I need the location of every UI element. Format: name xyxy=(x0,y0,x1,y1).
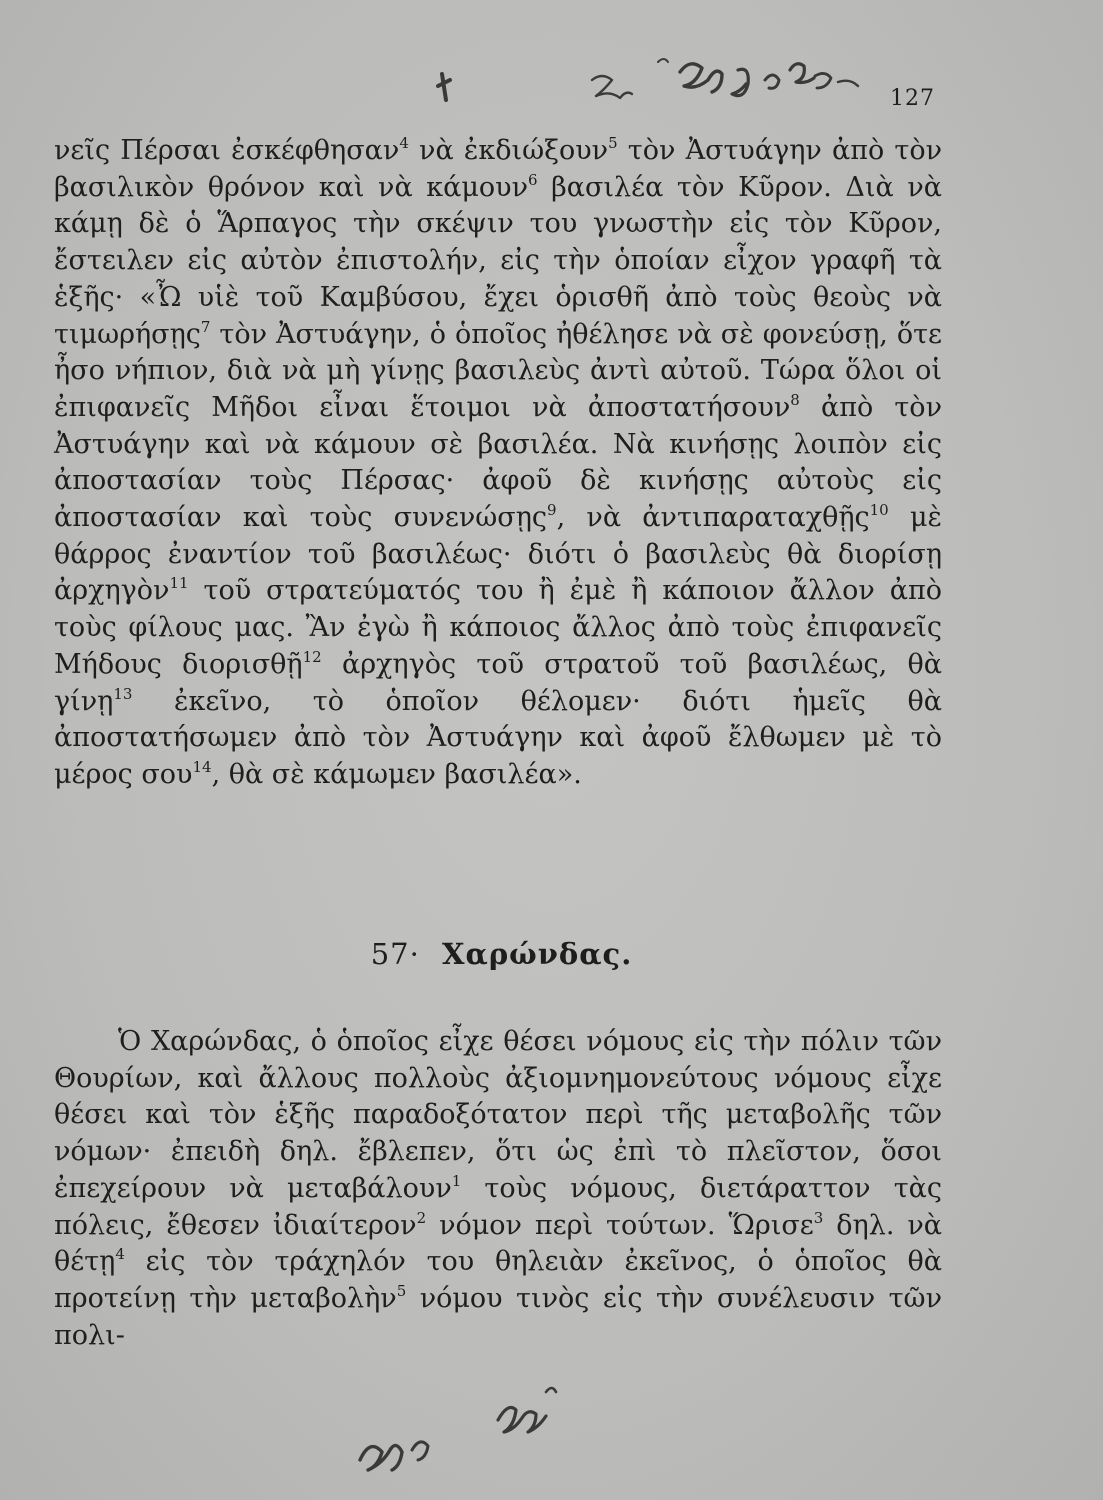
text-run: νεῖς Πέρσαι ἐσκέφθησαν xyxy=(54,135,400,166)
text-run: τοὺς νόμους, διετάραττον τὰς πόλεις, ἔθεσεν ἰδιαίτερον xyxy=(54,1172,942,1241)
text-run: δηλ. νὰ θέτῃ xyxy=(54,1209,942,1278)
footnote-marker: 5 xyxy=(608,134,618,152)
footnote-marker: 13 xyxy=(113,684,133,703)
text-run: , θὰ σὲ κάμωμεν βασιλέα». xyxy=(211,758,582,790)
text-run: νόμον περὶ τούτων. Ὥρισε xyxy=(426,1209,814,1241)
text-run: τὸν Ἀστυάγην ἀπὸ τὸν βασιλικὸν θρόνον καὶ νὰ κάμουν xyxy=(54,135,942,203)
footnote-marker: 10 xyxy=(869,501,889,520)
text-run: εἰς τὸν τράχηλόν του θηλειὰν ἐκεῖνος, ὁ ὁποῖος θὰ προτείνῃ τὴν μεταβολὴν xyxy=(54,1246,942,1314)
text-run: Ὁ Χαρώνδας, ὁ ὁποῖος εἶχε θέσει νόμους εἰς τὴν πόλιν τῶν Θουρίων, καὶ ἄλλους πολλοὺς ἀξιομνημονεύτους νόμους εἶχε θέσει καὶ τὸν ἑξῆς παραδοξότατον περὶ τῆς μεταβολῆς τῶν νόμων· ἐπειδὴ δηλ. ἔβλεπεν, ὅτι ὡς ἐπὶ τὸ πλεῖστον, ὅσοι ἐπεχείρουν νὰ μεταβάλουν xyxy=(54,1026,942,1204)
section-title: Χαρώνδας. xyxy=(442,937,633,971)
footnote-marker: 4 xyxy=(115,1245,125,1264)
footnote-marker: 1 xyxy=(451,1171,462,1190)
footnote-marker: 14 xyxy=(192,757,212,776)
paragraph-charondas xyxy=(54,1024,942,1354)
section-number: 57· xyxy=(370,937,420,971)
text-run: τὸν Ἀστυάγην, ὁ ὁποῖος ἠθέλησε νὰ σὲ φονεύσῃ, ὅτε ἦσο νήπιον, διὰ νὰ μὴ γίνῃς βασιλεὺς ἀντὶ αὐτοῦ. Τώρα ὅλοι οἱ ἐπιφανεῖς Μῆδοι εἶναι ἕτοιμοι νὰ ἀποστατήσουν xyxy=(54,318,942,423)
footnote-marker: 11 xyxy=(169,574,189,593)
text-run: ἀπὸ τὸν Ἀστυάγην καὶ νὰ κάμουν σὲ βασιλέα. Νὰ κινήσῃς λοιπὸν εἰς ἀποστασίαν τοὺς Πέρσας· ἀφοῦ δὲ κινήσῃς αὐτοὺς εἰς ἀποστασίαν καὶ τοὺς συνενώσῃς xyxy=(54,391,942,534)
paragraph-continued xyxy=(54,133,942,794)
text-run: ἐκεῖνο, τὸ ὁποῖον θέλομεν· διότι ἡμεῖς θὰ ἀποστατήσωμεν ἀπὸ τὸν Ἀστυάγην καὶ ἀφοῦ ἔλθωμεν μὲ τὸ μέρος σου xyxy=(54,685,942,790)
footnote-marker: 7 xyxy=(200,317,211,336)
footnote-marker: 6 xyxy=(528,170,538,189)
text-run: , νὰ ἀντιπαραταχθῇς xyxy=(556,502,870,534)
text-run: νόμου τινὸς εἰς τὴν συνέλευσιν τῶν πολι- xyxy=(54,1282,942,1351)
section-heading xyxy=(0,937,1003,971)
footnote-marker: 12 xyxy=(302,647,322,666)
footnote-marker: 2 xyxy=(416,1208,427,1227)
handwritten-note-bottom xyxy=(350,1370,570,1490)
footnote-marker: 8 xyxy=(790,390,800,409)
text-run: ἀρχηγὸς τοῦ στρατοῦ τοῦ βασιλέως, θὰ γίνῃ xyxy=(54,648,942,717)
footnote-marker: 5 xyxy=(396,1281,407,1300)
page-number: 127 xyxy=(890,86,935,111)
footnote-marker: 4 xyxy=(399,134,409,152)
footnote-marker: 9 xyxy=(547,501,557,520)
text-run: νὰ ἐκδιώξουν xyxy=(408,135,609,166)
footnote-marker: 3 xyxy=(813,1208,824,1227)
handwritten-note-top xyxy=(420,40,890,120)
text-run: τοῦ στρατεύματός του ἢ ἐμὲ ἢ κάποιον ἄλλον ἀπὸ τοὺς φίλους μας. Ἂν ἐγὼ ἢ κάποιος ἄλλος ἀπὸ τοὺς ἐπιφανεῖς Μήδους διορισθῇ xyxy=(54,575,942,680)
text-run: μὲ θάρρος ἐναντίον τοῦ βασιλέως· διότι ὁ βασιλεὺς θὰ διορίσῃ ἀρχηγὸν xyxy=(54,502,943,607)
text-run: βασιλέα τὸν Κῦρον. Διὰ νὰ κάμῃ δὲ ὁ Ἅρπαγος τὴν σκέψιν του γνωστὴν εἰς τὸν Κῦρον, ἔστειλεν εἰς αὐτὸν ἐπιστολήν, εἰς τὴν ὁποίαν εἶχον γραφῆ τὰ ἑξῆς· «Ὦ υἱὲ τοῦ Καμβύσου, ἔχει ὁρισθῆ ἀπὸ τοὺς θεοὺς νὰ τιμωρήσῃς xyxy=(54,171,942,350)
